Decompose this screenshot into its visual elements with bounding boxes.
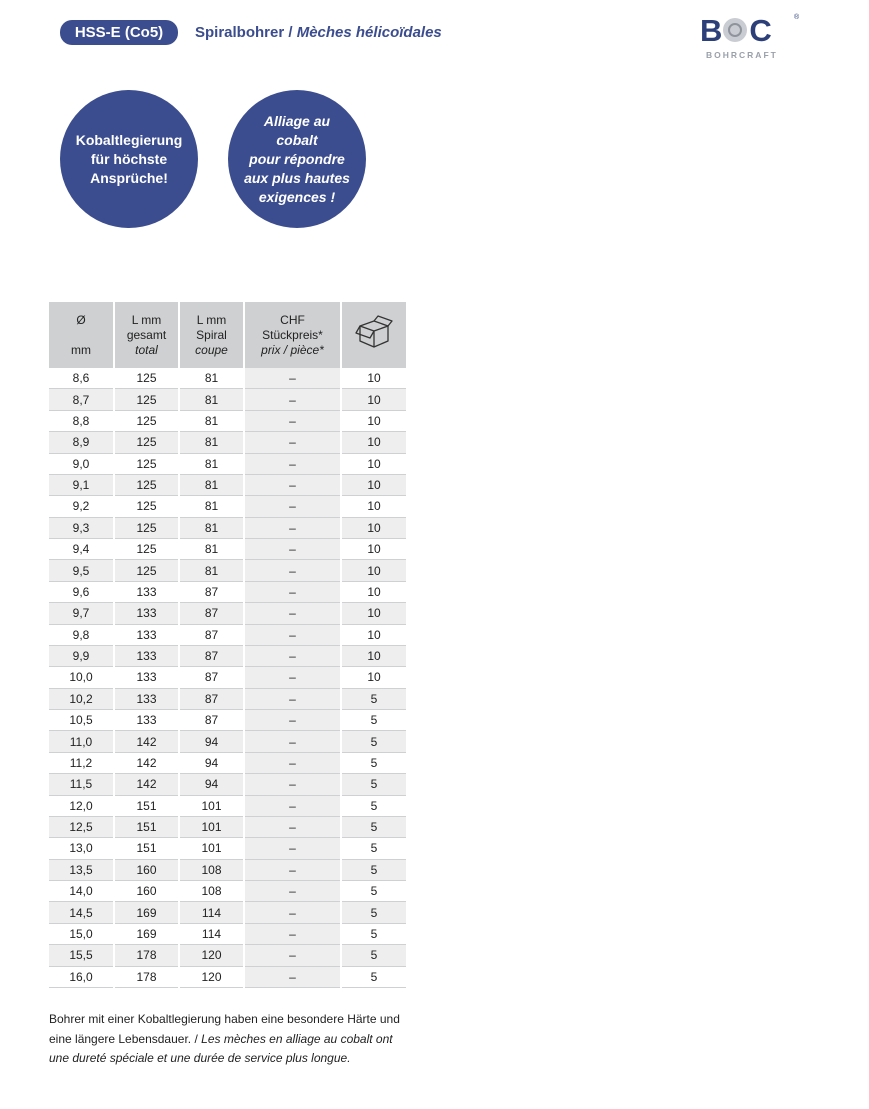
cell-diameter: 9,4: [49, 539, 113, 560]
cell-price: –: [245, 560, 340, 581]
table-row: [49, 924, 406, 945]
table-row: [49, 432, 406, 453]
table-row: [49, 753, 406, 774]
table-row: [49, 710, 406, 731]
cell-pack-quantity: 10: [342, 539, 406, 560]
cell-diameter: 11,2: [49, 753, 113, 774]
footnote-de: Bohrer mit einer Kobaltlegierung haben eine besondere Härte und eine längere Lebensdauer.: [49, 1012, 400, 1046]
cell-length-spiral: 114: [180, 902, 243, 923]
table-row: [49, 496, 406, 517]
cell-length-spiral: 81: [180, 518, 243, 539]
cell-diameter: 12,5: [49, 817, 113, 838]
cell-price: –: [245, 881, 340, 902]
cell-diameter: 16,0: [49, 967, 113, 988]
title-fr: Mèches hélicoïdales: [296, 24, 442, 41]
cell-pack-quantity: 10: [342, 582, 406, 603]
cell-price: –: [245, 710, 340, 731]
cell-pack-quantity: 10: [342, 496, 406, 517]
cell-pack-quantity: 10: [342, 560, 406, 581]
table-row: [49, 796, 406, 817]
cell-price: –: [245, 454, 340, 475]
cell-price: –: [245, 902, 340, 923]
cell-length-spiral: 114: [180, 924, 243, 945]
cell-price: –: [245, 753, 340, 774]
table-row: [49, 817, 406, 838]
table-row: [49, 368, 406, 389]
cell-length-spiral: 94: [180, 774, 243, 795]
header-length-total: L mm gesamt total: [115, 302, 178, 368]
cell-length-spiral: 87: [180, 667, 243, 688]
cell-pack-quantity: 10: [342, 625, 406, 646]
cell-length-total: 160: [115, 860, 178, 881]
cell-length-spiral: 101: [180, 817, 243, 838]
cell-length-spiral: 81: [180, 389, 243, 410]
cell-length-total: 178: [115, 967, 178, 988]
table-row: [49, 454, 406, 475]
cell-pack-quantity: 5: [342, 838, 406, 859]
cell-diameter: 10,2: [49, 689, 113, 710]
cell-length-total: 133: [115, 710, 178, 731]
cell-length-spiral: 108: [180, 860, 243, 881]
spec-table: [47, 302, 408, 988]
cell-price: –: [245, 603, 340, 624]
cell-diameter: 9,1: [49, 475, 113, 496]
cell-price: –: [245, 518, 340, 539]
cell-length-spiral: 87: [180, 582, 243, 603]
cell-pack-quantity: 5: [342, 774, 406, 795]
cell-length-total: 125: [115, 518, 178, 539]
cell-length-spiral: 120: [180, 945, 243, 966]
product-badge: HSS-E (Co5): [60, 20, 178, 45]
cell-price: –: [245, 539, 340, 560]
cell-length-spiral: 81: [180, 539, 243, 560]
cell-length-total: 125: [115, 475, 178, 496]
cell-length-spiral: 108: [180, 881, 243, 902]
cell-diameter: 9,9: [49, 646, 113, 667]
table-row: [49, 689, 406, 710]
table-row: [49, 603, 406, 624]
cell-pack-quantity: 5: [342, 881, 406, 902]
feature-bubble-fr: Alliage au cobalt pour répondre aux plus hautes exigences !: [228, 90, 366, 228]
cell-length-total: 151: [115, 796, 178, 817]
cell-pack-quantity: 10: [342, 475, 406, 496]
cell-diameter: 9,8: [49, 625, 113, 646]
cell-length-total: 142: [115, 774, 178, 795]
table-header-row: [49, 302, 406, 368]
feature-bubble-de: Kobaltlegierung für höchste Ansprüche!: [60, 90, 198, 228]
cell-pack-quantity: 10: [342, 667, 406, 688]
cell-length-spiral: 81: [180, 368, 243, 389]
cell-length-total: 151: [115, 838, 178, 859]
cell-diameter: 8,7: [49, 389, 113, 410]
cell-pack-quantity: 10: [342, 603, 406, 624]
header-diameter: Ø mm: [49, 302, 113, 368]
table-row: [49, 945, 406, 966]
header-pack-quantity: [342, 302, 406, 368]
cell-length-total: 133: [115, 603, 178, 624]
table-row: [49, 475, 406, 496]
table-row: [49, 838, 406, 859]
cell-price: –: [245, 646, 340, 667]
cell-length-total: 160: [115, 881, 178, 902]
cell-length-total: 142: [115, 753, 178, 774]
logo-letter-c: C: [749, 13, 771, 48]
cell-diameter: 9,7: [49, 603, 113, 624]
cell-pack-quantity: 10: [342, 411, 406, 432]
cell-pack-quantity: 5: [342, 902, 406, 923]
cell-price: –: [245, 838, 340, 859]
cell-price: –: [245, 625, 340, 646]
cell-length-total: 169: [115, 902, 178, 923]
cell-length-spiral: 94: [180, 731, 243, 752]
header-length-spiral: L mm Spiral coupe: [180, 302, 243, 368]
cell-length-total: 178: [115, 945, 178, 966]
cell-price: –: [245, 496, 340, 517]
cell-pack-quantity: 10: [342, 646, 406, 667]
cell-diameter: 14,0: [49, 881, 113, 902]
footnote: [49, 1010, 409, 1069]
table-row: [49, 902, 406, 923]
cell-length-spiral: 81: [180, 411, 243, 432]
cell-diameter: 15,0: [49, 924, 113, 945]
table-row: [49, 774, 406, 795]
cell-diameter: 9,2: [49, 496, 113, 517]
cell-length-spiral: 81: [180, 560, 243, 581]
table-row: [49, 881, 406, 902]
cell-price: –: [245, 667, 340, 688]
cell-price: –: [245, 689, 340, 710]
box-icon: [354, 313, 394, 353]
page-title: [195, 23, 442, 43]
cell-price: –: [245, 411, 340, 432]
cell-diameter: 10,0: [49, 667, 113, 688]
cell-pack-quantity: 10: [342, 389, 406, 410]
cell-pack-quantity: 5: [342, 817, 406, 838]
table-row: [49, 560, 406, 581]
table-row: [49, 582, 406, 603]
cell-length-spiral: 87: [180, 710, 243, 731]
title-separator: /: [284, 24, 297, 41]
cell-length-total: 125: [115, 539, 178, 560]
cell-pack-quantity: 5: [342, 710, 406, 731]
cell-diameter: 11,5: [49, 774, 113, 795]
cell-price: –: [245, 368, 340, 389]
cell-price: –: [245, 817, 340, 838]
cell-pack-quantity: 10: [342, 368, 406, 389]
cell-length-total: 169: [115, 924, 178, 945]
table-row: [49, 389, 406, 410]
cell-price: –: [245, 432, 340, 453]
footnote-fr: Les mèches en alliage au cobalt ont une dureté spéciale et une durée de service plus longue.: [49, 1031, 393, 1065]
cell-length-total: 133: [115, 667, 178, 688]
cell-diameter: 9,0: [49, 454, 113, 475]
cell-length-spiral: 81: [180, 454, 243, 475]
cell-diameter: 13,5: [49, 860, 113, 881]
table-row: [49, 625, 406, 646]
cell-length-total: 133: [115, 625, 178, 646]
cell-length-spiral: 101: [180, 838, 243, 859]
cell-length-total: 125: [115, 432, 178, 453]
table-row: [49, 518, 406, 539]
cell-price: –: [245, 967, 340, 988]
cell-length-total: 125: [115, 389, 178, 410]
cell-diameter: 13,0: [49, 838, 113, 859]
logo-registered-mark: ®: [794, 14, 800, 21]
cell-diameter: 9,5: [49, 560, 113, 581]
cell-length-spiral: 81: [180, 496, 243, 517]
table-row: [49, 731, 406, 752]
cell-length-spiral: 87: [180, 603, 243, 624]
cell-diameter: 10,5: [49, 710, 113, 731]
cell-length-spiral: 101: [180, 796, 243, 817]
cell-pack-quantity: 10: [342, 432, 406, 453]
cell-price: –: [245, 860, 340, 881]
table-row: [49, 411, 406, 432]
cell-pack-quantity: 5: [342, 860, 406, 881]
cell-price: –: [245, 731, 340, 752]
cell-length-total: 125: [115, 454, 178, 475]
cell-price: –: [245, 582, 340, 603]
cell-price: –: [245, 796, 340, 817]
cell-pack-quantity: 10: [342, 454, 406, 475]
cell-length-spiral: 87: [180, 646, 243, 667]
cell-pack-quantity: 5: [342, 924, 406, 945]
cell-length-spiral: 87: [180, 689, 243, 710]
cell-diameter: 14,5: [49, 902, 113, 923]
cell-length-total: 125: [115, 368, 178, 389]
table-row: [49, 967, 406, 988]
cell-pack-quantity: 5: [342, 945, 406, 966]
cell-length-total: 142: [115, 731, 178, 752]
cell-length-total: 125: [115, 496, 178, 517]
company-logo: [700, 12, 804, 64]
logo-subtext: BOHRCRAFT: [706, 50, 778, 60]
cell-diameter: 15,5: [49, 945, 113, 966]
table-row: [49, 646, 406, 667]
cell-length-spiral: 94: [180, 753, 243, 774]
cell-pack-quantity: 5: [342, 689, 406, 710]
cell-diameter: 8,6: [49, 368, 113, 389]
cell-price: –: [245, 774, 340, 795]
cell-length-total: 133: [115, 689, 178, 710]
cell-length-spiral: 87: [180, 625, 243, 646]
table-row: [49, 539, 406, 560]
cell-price: –: [245, 945, 340, 966]
cell-length-spiral: 81: [180, 475, 243, 496]
cell-pack-quantity: 5: [342, 967, 406, 988]
cell-pack-quantity: 5: [342, 796, 406, 817]
title-de: Spiralbohrer: [195, 24, 285, 41]
cell-pack-quantity: 10: [342, 518, 406, 539]
table-row: [49, 667, 406, 688]
cell-diameter: 8,9: [49, 432, 113, 453]
cell-diameter: 8,8: [49, 411, 113, 432]
cell-diameter: 11,0: [49, 731, 113, 752]
cell-length-spiral: 81: [180, 432, 243, 453]
cell-diameter: 9,6: [49, 582, 113, 603]
cell-length-total: 125: [115, 411, 178, 432]
table-row: [49, 860, 406, 881]
logo-wheel-icon: [723, 18, 747, 42]
footnote-separator: /: [191, 1031, 202, 1046]
cell-length-total: 125: [115, 560, 178, 581]
cell-diameter: 12,0: [49, 796, 113, 817]
cell-length-spiral: 120: [180, 967, 243, 988]
cell-price: –: [245, 475, 340, 496]
cell-pack-quantity: 5: [342, 753, 406, 774]
logo-letter-b: B: [700, 13, 722, 48]
header-price: CHF Stückpreis* prix / pièce*: [245, 302, 340, 368]
cell-price: –: [245, 389, 340, 410]
cell-pack-quantity: 5: [342, 731, 406, 752]
cell-price: –: [245, 924, 340, 945]
cell-length-total: 133: [115, 646, 178, 667]
cell-length-total: 133: [115, 582, 178, 603]
cell-diameter: 9,3: [49, 518, 113, 539]
cell-length-total: 151: [115, 817, 178, 838]
